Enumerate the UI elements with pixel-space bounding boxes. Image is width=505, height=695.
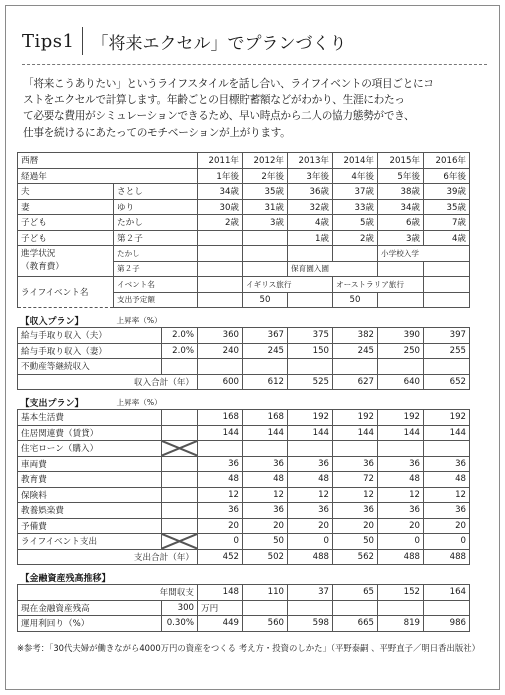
table-row [18,277,470,293]
table-cell: 0 [424,534,470,550]
table-cell: 4年後 [333,168,378,184]
section-header [18,308,470,328]
intro-line: て必要な費用がシミュレーションできるため、早い時点から二人の協力態勢ができ、 [23,109,415,123]
table-cell: 50 [333,292,378,308]
table-cell: 50 [243,292,288,308]
table-cell: 2012年 [243,153,288,169]
table-cell: 192 [288,410,333,426]
table-cell: 144 [288,425,333,441]
cross-cell [162,441,198,457]
table-row [18,600,470,616]
plan-table [17,152,470,632]
table-cell: 502 [243,549,288,565]
table-row [18,616,470,632]
table-cell: 144 [424,425,470,441]
table-cell: 32歳 [288,199,333,215]
intro-line: 仕事を続けるにあたってのモチベーションが上がります。 [23,125,291,139]
row-label: 西暦 [18,153,198,169]
table-cell: 164 [424,585,470,601]
table-cell: 4歳 [288,215,333,231]
education-event: 小学校入学 [378,246,470,262]
expense-total-label: 支出合計（年） [18,549,198,565]
table-cell: 36 [333,503,378,519]
row-label: ライフイベント名 [18,277,114,308]
table-cell: 35歳 [243,184,288,200]
intro-line: ストをエクセルで計算します。年齢ごとの目標貯蓄額などがわかり、生涯にわたっ [23,93,405,107]
row-sublabel: 支出予定額 [114,292,198,308]
life-event-name: オーストラリア旅行 [333,277,424,293]
table-cell: 3年後 [288,168,333,184]
table-cell: 367 [243,328,288,344]
table-cell: 360 [198,328,243,344]
table-cell: 37歳 [333,184,378,200]
total-row [18,549,470,565]
current-assets-unit: 万円 [198,600,243,616]
card-title: 「将来エクセル」でプランづくり [91,33,347,54]
table-cell: 20 [243,518,288,534]
table-row [18,503,470,519]
table-cell: 36 [333,456,378,472]
table-row [18,184,470,200]
table-cell: 20 [198,518,243,534]
table-cell: 65 [333,585,378,601]
income-total-label: 収入合計（年） [18,374,198,390]
table-row [18,153,470,169]
life-event-name: イギリス旅行 [243,277,333,293]
table-cell: 110 [243,585,288,601]
table-cell: 20 [288,518,333,534]
table-cell: 192 [378,410,424,426]
table-cell: 36 [198,503,243,519]
table-cell: 2歳 [333,230,378,246]
education-label-line1: 進学状況 [21,249,56,259]
table-row [18,230,470,246]
table-cell: 36 [424,503,470,519]
table-cell: 488 [378,549,424,565]
table-cell: 488 [288,549,333,565]
table-cell: 6歳 [378,215,424,231]
table-cell: 36 [243,503,288,519]
table-cell: 3歳 [243,215,288,231]
table-cell: 627 [333,374,378,390]
education-label-line2: （教育費） [21,262,64,272]
table-cell: 31歳 [243,199,288,215]
table-cell: 562 [333,549,378,565]
row-label: 不動産等継続収入 [18,359,162,375]
cross-cell [162,534,198,550]
table-row [18,410,470,426]
row-label: 住宅ローン（購入） [18,441,162,457]
income-title: 【収入プラン】 [18,308,114,328]
row-sublabel: イベント名 [114,277,198,293]
row-label: 保険料 [18,487,162,503]
annual-balance-label: 年間収支 [18,585,198,601]
table-cell: 37 [288,585,333,601]
table-cell: 39歳 [424,184,470,200]
table-row [18,585,470,601]
cross-mark-icon [162,534,197,549]
table-cell: 72 [333,472,378,488]
header-divider [82,27,83,55]
table-cell: 36歳 [288,184,333,200]
row-sublabel: たかし [114,246,198,262]
table-cell: 382 [333,328,378,344]
section-header [18,390,470,410]
expense-title: 【支出プラン】 [18,390,114,410]
table-cell: 0 [198,534,243,550]
table-cell: 36 [288,503,333,519]
table-row [18,456,470,472]
table-cell: 612 [243,374,288,390]
table-cell: 1年後 [198,168,243,184]
table-cell: 488 [424,549,470,565]
row-sublabel: 第２子 [114,230,198,246]
row-label [18,246,114,277]
intro-line: 「将来こうありたい」というライフスタイルを話し合い、ライフイベントの項目ごとにコ [23,77,434,90]
table-cell: 0 [378,534,424,550]
table-cell: 1歳 [288,230,333,246]
row-label: 教育費 [18,472,162,488]
table-row [18,246,470,262]
row-label: ライフイベント支出 [18,534,162,550]
table-row [18,199,470,215]
table-cell: 12 [424,487,470,503]
table-cell: 144 [378,425,424,441]
table-row [18,472,470,488]
tips-label: Tips1 [22,30,75,52]
table-cell: 986 [424,616,470,632]
table-cell: 3歳 [378,230,424,246]
table-cell: 12 [378,487,424,503]
row-label: 妻 [18,199,114,215]
table-cell: 20 [424,518,470,534]
rate-cell: 2.0% [162,328,198,344]
table-cell: 144 [198,425,243,441]
table-cell [198,230,243,246]
current-assets-amount: 300 [162,600,198,616]
row-label: 基本生活費 [18,410,162,426]
table-cell: 640 [378,374,424,390]
table-cell: 245 [243,343,288,359]
table-cell: 250 [378,343,424,359]
table-cell: 4歳 [424,230,470,246]
table-cell: 255 [424,343,470,359]
table-cell: 397 [424,328,470,344]
row-label: 給与手取り収入（妻） [18,343,162,359]
row-label: 予備費 [18,518,162,534]
table-cell: 12 [198,487,243,503]
table-cell: 144 [243,425,288,441]
table-cell: 48 [198,472,243,488]
table-cell: 144 [333,425,378,441]
table-cell: 2年後 [243,168,288,184]
table-cell: 36 [243,456,288,472]
table-cell: 36 [288,456,333,472]
cross-mark-icon [162,441,197,456]
row-sublabel: さとし [114,184,198,200]
table-cell: 192 [333,410,378,426]
total-row [18,374,470,390]
table-cell: 5年後 [378,168,424,184]
table-cell: 168 [198,410,243,426]
table-cell: 449 [198,616,243,632]
table-row [18,168,470,184]
table-cell: 2015年 [378,153,424,169]
table-cell: 0 [288,534,333,550]
table-cell: 148 [198,585,243,601]
row-label: 夫 [18,184,114,200]
table-cell: 2014年 [333,153,378,169]
table-cell: 525 [288,374,333,390]
table-row [18,328,470,344]
section-header [18,565,470,585]
table-cell: 152 [378,585,424,601]
row-label: 教養娯楽費 [18,503,162,519]
rate-label: 上昇率（%） [114,390,198,410]
table-cell: 48 [424,472,470,488]
table-row [18,441,470,457]
table-row [18,425,470,441]
dashed-divider [22,64,487,65]
table-row [18,487,470,503]
table-row [18,343,470,359]
table-cell [243,230,288,246]
table-cell: 375 [288,328,333,344]
table-cell: 20 [378,518,424,534]
table-cell: 192 [424,410,470,426]
table-cell: 2016年 [424,153,470,169]
row-sublabel: たかし [114,215,198,231]
table-row [18,534,470,550]
row-label: 経過年 [18,168,198,184]
assets-title: 【金融資産残高推移】 [18,565,198,585]
table-cell: 6年後 [424,168,470,184]
table-cell: 240 [198,343,243,359]
rate-cell: 2.0% [162,343,198,359]
table-cell: 34歳 [198,184,243,200]
intro-text [23,76,485,141]
table-cell: 2011年 [198,153,243,169]
table-row [18,215,470,231]
table-cell: 38歳 [378,184,424,200]
table-cell: 665 [333,616,378,632]
table-cell: 48 [288,472,333,488]
row-label: 給与手取り収入（夫） [18,328,162,344]
table-cell: 819 [378,616,424,632]
row-label: 車両費 [18,456,162,472]
table-cell: 48 [243,472,288,488]
row-sublabel: ゆり [114,199,198,215]
table-cell: 48 [378,472,424,488]
table-cell: 50 [243,534,288,550]
table-cell: 33歳 [333,199,378,215]
table-cell: 36 [378,503,424,519]
table-cell: 600 [198,374,243,390]
table-cell: 150 [288,343,333,359]
table-cell: 30歳 [198,199,243,215]
reference-note: ※参考：「30代夫婦が働きながら4000万円の資産をつくる 考え方・投資のしかた」（平野泰嗣 、平野直子／明日香出版社） [17,643,481,653]
table-cell: 2歳 [198,215,243,231]
table-cell: 20 [333,518,378,534]
table-cell: 12 [333,487,378,503]
table-row [18,359,470,375]
current-assets-label: 現在金融資産残高 [18,600,162,616]
table-cell: 168 [243,410,288,426]
row-label: 住居関連費（賃貸） [18,425,162,441]
yield-label: 運用利回り（%） [18,616,162,632]
card-header [22,26,346,56]
education-event: 保育園入園 [288,261,378,277]
table-cell: 36 [424,456,470,472]
table-cell: 390 [378,328,424,344]
table-cell: 7歳 [424,215,470,231]
table-cell: 452 [198,549,243,565]
table-cell: 560 [243,616,288,632]
row-sublabel: 第２子 [114,261,198,277]
table-cell: 245 [333,343,378,359]
table-cell: 12 [243,487,288,503]
table-cell: 652 [424,374,470,390]
table-cell: 35歳 [424,199,470,215]
yield-rate: 0.30% [162,616,198,632]
table-cell: 34歳 [378,199,424,215]
table-cell: 5歳 [333,215,378,231]
row-label: 子ども [18,215,114,231]
table-cell: 50 [333,534,378,550]
row-label: 子ども [18,230,114,246]
table-row [18,518,470,534]
table-cell: 36 [198,456,243,472]
table-cell: 12 [288,487,333,503]
table-cell: 36 [378,456,424,472]
rate-label: 上昇率（%） [114,308,198,328]
table-cell: 2013年 [288,153,333,169]
table-cell: 598 [288,616,333,632]
